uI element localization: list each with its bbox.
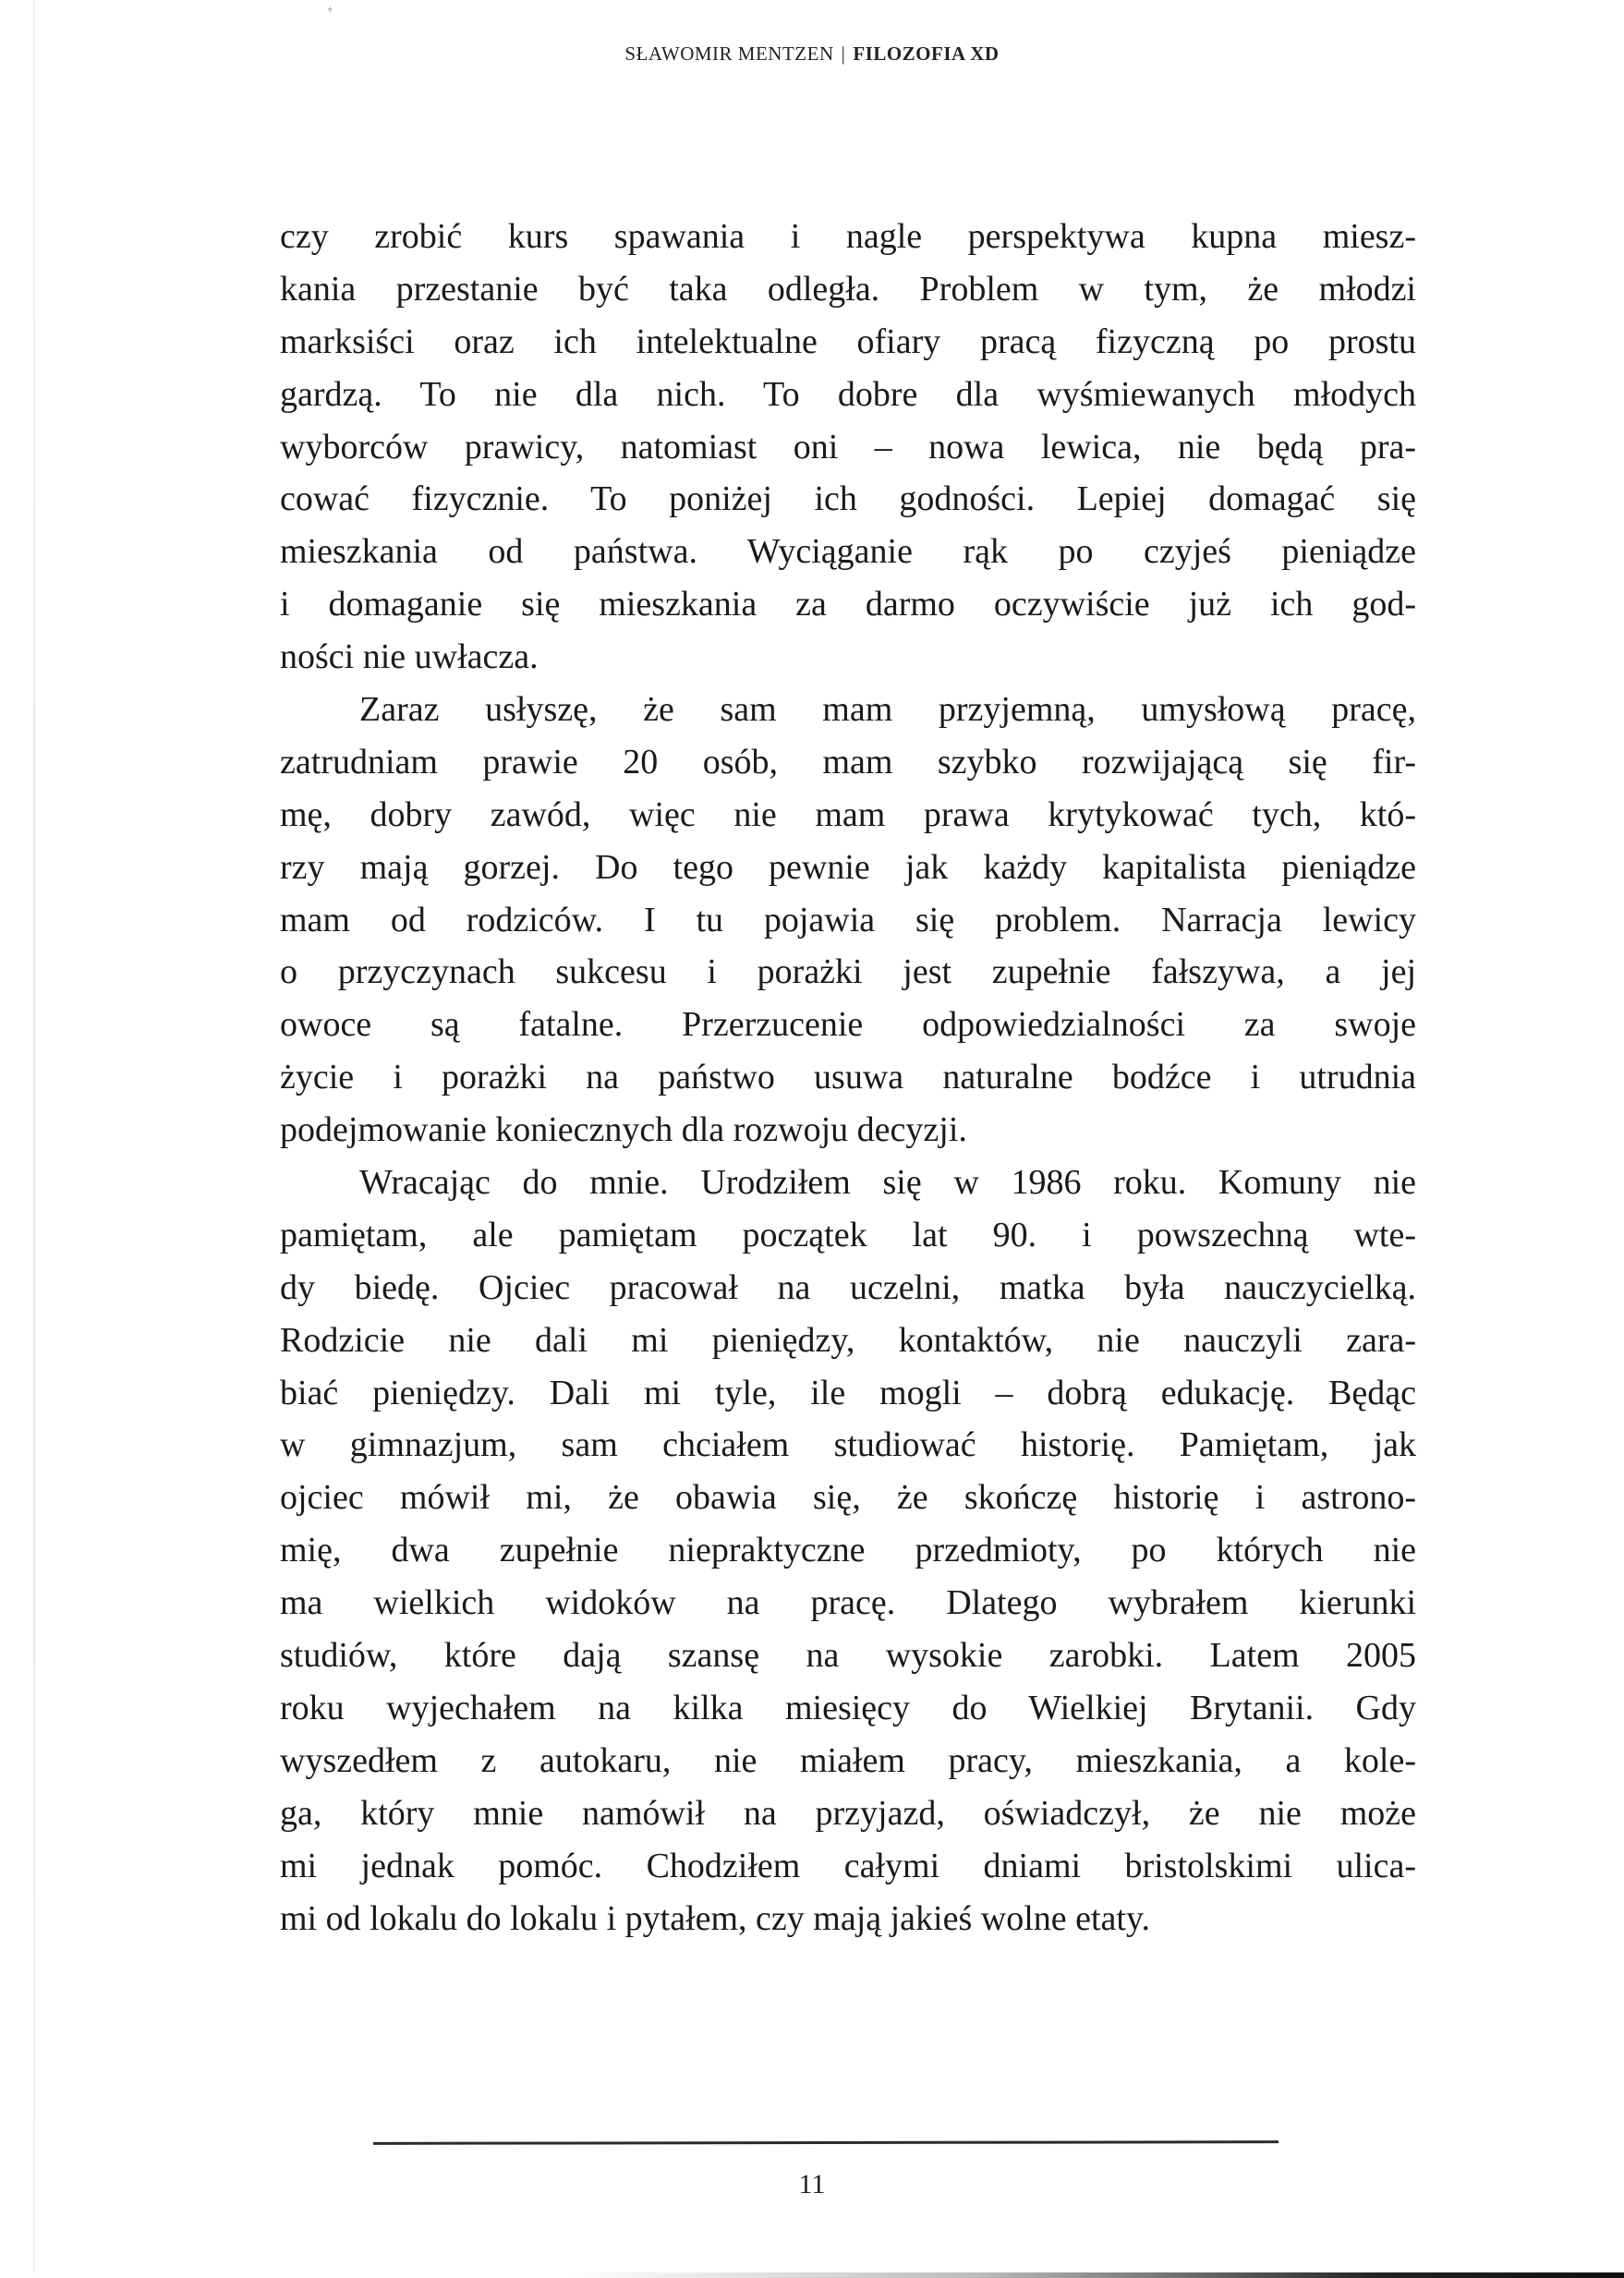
text-line: w gimnazjum, sam chciałem studiować historię. Pamiętam, jak [280,1425,1416,1465]
text-line: wyszedłem z autokaru, nie miałem pracy, mieszkania, a kole- [280,1740,1416,1780]
running-head [0,42,1624,66]
text-line: studiów, które dają szansę na wysokie zarobki. Latem 2005 [280,1636,1416,1676]
text-line: cować fizycznie. To poniżej ich godności. Lepiej domagać się [280,479,1416,519]
page-number: 11 [798,2169,826,2199]
text-line: pamiętam, ale pamiętam początek lat 90. i powszechną wte- [280,1215,1416,1254]
text-line: mi od lokalu do lokalu i pytałem, czy mają jakieś wolne etaty. [280,1898,1151,1938]
text-line: kania przestanie być taka odległa. Problem w tym, że młodzi [280,269,1416,309]
text-line: zatrudniam prawie 20 osób, mam szybko rozwijającą się fir- [280,742,1416,782]
text-line: mę, dobry zawód, więc nie mam prawa krytykować tych, któ- [280,794,1416,834]
text-line: rzy mają gorzej. Do tego pewnie jak każdy kapitalista pieniądze [280,847,1416,887]
text-line: Rodzicie nie dali mi pieniędzy, kontaktów, nie nauczyli zara- [280,1320,1416,1360]
text-line: o przyczynach sukcesu i porażki jest zupełnie fałszywa, a jej [280,952,1416,992]
header-book-title: FILOZOFIA XD [853,42,1000,65]
text-line: mię, dwa zupełnie niepraktyczne przedmioty, po których nie [280,1531,1416,1570]
text-line: Zaraz usłyszę, że sam mam przyjemną, umysłową pracę, [359,690,1416,730]
text-line: i domaganie się mieszkania za darmo oczywiście już ich god- [280,585,1416,624]
header-separator: | [841,42,846,65]
scan-speck: ǂ [328,6,333,16]
text-line: wyborców prawicy, natomiast oni – nowa lewica, nie będą pra- [280,427,1416,467]
paragraph [280,684,1416,1157]
scan-edge-left [33,0,35,2278]
text-line: mam od rodziców. I tu pojawia się problem. Narracja lewicy [280,900,1416,939]
footer-rule [373,2140,1279,2145]
text-line: mieszkania od państwa. Wyciąganie rąk po czyjeś pieniądze [280,532,1416,572]
text-line: marksiści oraz ich intelektualne ofiary pracą fizyczną po prostu [280,321,1416,361]
text-line: podejmowanie koniecznych dla rozwoju decyzji. [280,1110,967,1150]
text-line: ności nie uwłacza. [280,637,539,677]
text-line: gardzą. To nie dla nich. To dobre dla wyśmiewanych młodych [280,374,1416,414]
text-line: czy zrobić kurs spawania i nagle perspektywa kupna miesz- [280,217,1416,256]
paragraph [280,1157,1416,1945]
text-line: roku wyjechałem na kilka miesięcy do Wielkiej Brytanii. Gdy [280,1688,1416,1727]
text-line: mi jednak pomóc. Chodziłem całymi dniami bristolskimi ulica- [280,1846,1416,1885]
text-line: owoce są fatalne. Przerzucenie odpowiedzialności za swoje [280,1005,1416,1045]
text-line: ga, który mnie namówił na przyjazd, oświadczył, że nie może [280,1793,1416,1833]
text-line: ma wielkich widoków na pracę. Dlatego wybrałem kierunki [280,1583,1416,1623]
body-text [280,211,1416,1945]
text-line: dy biedę. Ojciec pracował na uczelni, matka była nauczycielką. [280,1267,1416,1307]
text-line: życie i porażki na państwo usuwa naturalne bodźce i utrudnia [280,1058,1416,1097]
text-line: biać pieniędzy. Dali mi tyle, ile mogli – dobrą edukację. Będąc [280,1373,1416,1412]
text-line: Wracając do mnie. Urodziłem się w 1986 roku. Komuny nie [359,1163,1416,1203]
paragraph [280,211,1416,684]
text-line: ojciec mówił mi, że obawia się, że skończę historię i astrono- [280,1478,1416,1518]
header-author: SŁAWOMIR MENTZEN [624,42,834,65]
scan-edge-bottom [0,2272,1624,2278]
